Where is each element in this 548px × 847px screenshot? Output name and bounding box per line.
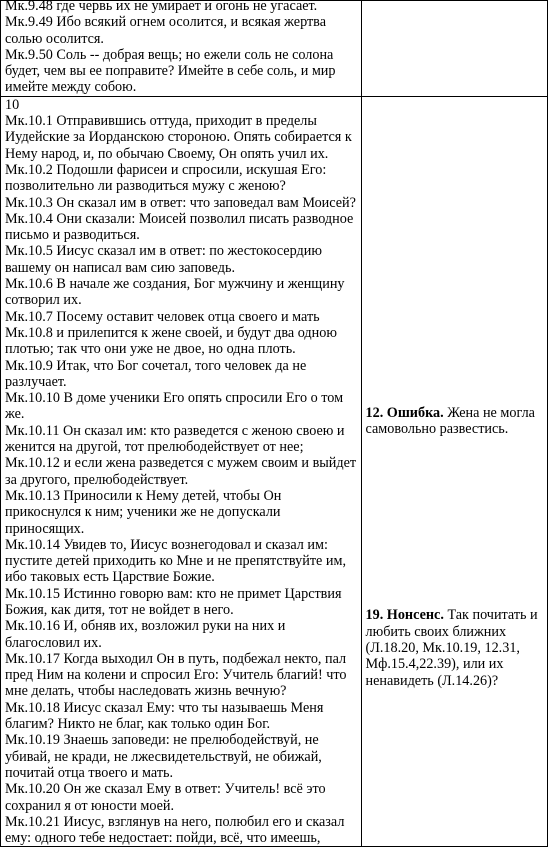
verse: Мк.10.9 Итак, что Бог сочетал, того человек да не разлучает. (5, 357, 307, 390)
verse: Мк.10.12 и если жена разведется с мужем своим и выйдет за другого, прелюбодействует. (5, 455, 357, 488)
verse: Мк.10.18 Иисус сказал Ему: что ты называешь Меня благим? Никто не благ, как только один Бог. (5, 699, 324, 733)
verse: Мк.10.7 Посему оставит человек отца своего и мать (5, 308, 320, 325)
commentary-cell (361, 1, 547, 97)
commentary-note (366, 607, 543, 688)
verse: Мк.10.2 Подошли фарисеи и спросили, искушая Его: позволительно ли разводиться мужу с женою? (5, 161, 327, 195)
note-text: Так почитать и любить своих ближних (Л.18.20, Мк.10.19, 12.31, Мф.15.4,22.39), или их ненавидеть (Л.14.26)? (365, 607, 538, 689)
verse: Мк.10.6 В начале же создания, Бог мужчину и женщину сотворил их. (5, 276, 345, 309)
verse: Мк.9.49 Ибо всякий огнем осолится, и всякая жертва солью осолится. (5, 14, 326, 47)
commentary-cell (361, 96, 547, 847)
verse: Мк.10.15 Истинно говорю вам: кто не примет Царствия Божия, как дитя, тот не войдет в него. (5, 585, 342, 618)
verse: Мк.10.16 И, обняв их, возложил руки на них и благословил их. (5, 618, 286, 651)
note-text: Жена не могла самовольно развестись. (365, 404, 535, 438)
verse: Мк.9.48 где червь их не умирает и огонь не угасает. (5, 0, 318, 14)
chapter-number: 10 (5, 96, 20, 113)
verse: Мк.10.4 Они сказали: Моисей позволил писать разводное письмо и разводиться. (5, 210, 354, 244)
verse: Мк.10.11 Он сказал им: кто разведется с женою своею и женится на другой, тот прелюбодействует от нее; (5, 422, 345, 456)
verse: Мк.10.3 Он сказал им в ответ: что заповедал вам Моисей? (5, 194, 356, 211)
verse: Мк.10.13 Приносили к Нему детей, чтобы Он прикоснулся к ним; ученики же не допускали приносящих. (5, 487, 282, 537)
verse: Мк.10.14 Увидев то, Иисус вознегодовал и сказал им: пустите детей приходить ко Мне и не препятствуйте им, ибо таковых есть Царствие Божие. (5, 536, 346, 586)
scripture-cell (1, 1, 362, 97)
verse: Мк.10.5 Иисус сказал им в ответ: по жестокосердию вашему он написал вам сию заповедь. (5, 243, 322, 276)
verse: Мк.10.21 Иисус, взглянув на него, полюбил его и сказал ему: одного тебе недостает: пойди, всё, что имеешь, (5, 813, 345, 847)
table-row (1, 1, 548, 97)
verse: Мк.9.50 Соль -- добрая вещь; но ежели соль не солона будет, чем вы ее поправите? Имейте в себе соль, и мир имейте между собою. (5, 46, 336, 96)
note-label: 12. Ошибка. (365, 404, 444, 421)
note-label: 19. Нонсенс. (365, 607, 444, 624)
verse: Мк.10.10 В доме ученики Его опять спросили Его о том же. (5, 390, 344, 423)
verse: Мк.10.20 Он же сказал Ему в ответ: Учитель! всё это сохранил я от юности моей. (5, 781, 326, 814)
table-row (1, 96, 548, 847)
verse: Мк.10.17 Когда выходил Он в путь, подбежал некто, пал пред Ним на колени и спросил Его: Учитель благий! что мне делать, чтобы наследовать жизнь вечную? (5, 650, 347, 700)
verse: Мк.10.8 и прилепится к жене своей, и будут два одною плотью; так что они уже не двое, но одна плоть. (5, 324, 337, 358)
scripture-cell (1, 96, 362, 847)
verse: Мк.10.19 Знаешь заповеди: не прелюбодействуй, не убивай, не кради, не лжесвидетельствуй, не обижай, почитай отца твоего и мать. (5, 732, 322, 781)
verse: Мк.10.1 Отправившись оттуда, приходит в пределы Иудейские за Иорданскою стороною. Опять собирается к Нему народ, и, по обычаю Своему, Он опять учил их. (5, 113, 352, 162)
commentary-note (366, 405, 543, 438)
